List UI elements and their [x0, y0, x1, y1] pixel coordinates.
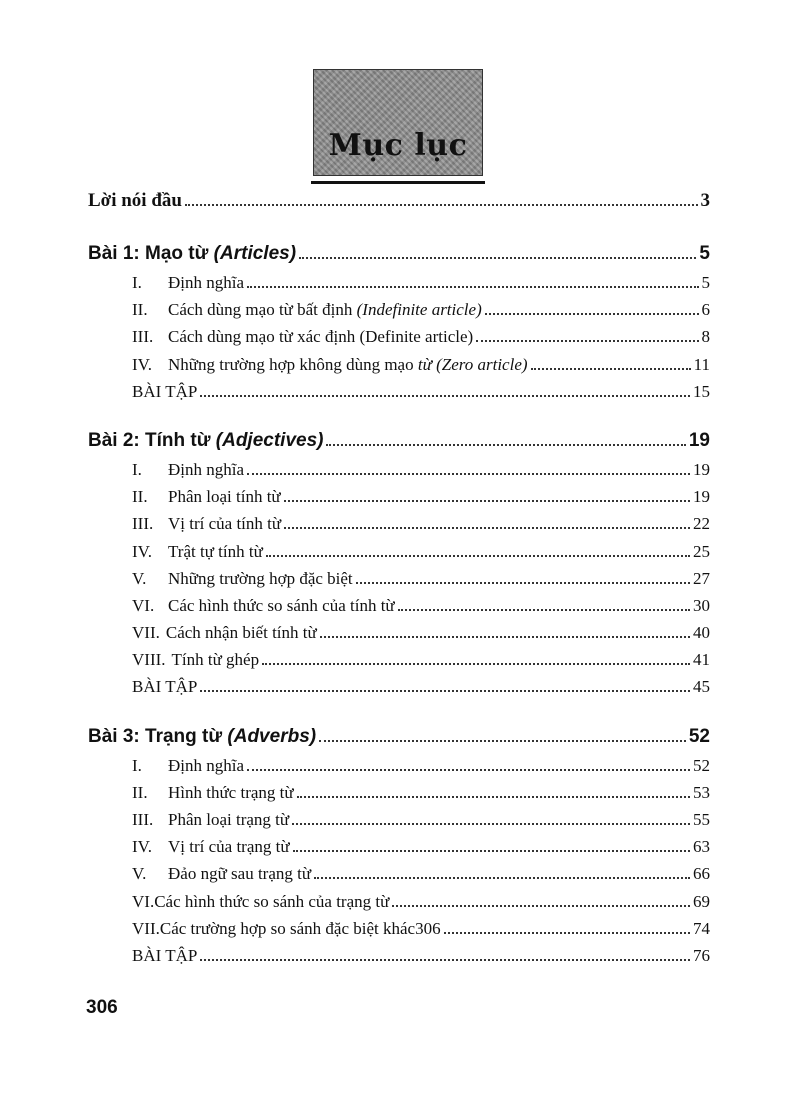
item-page: 6: [701, 300, 710, 320]
item-page: 74: [693, 918, 710, 938]
exercise-page: 15: [693, 381, 710, 401]
item-label: Phân loại trạng từ: [168, 810, 290, 829]
toc-item[interactable]: [88, 569, 710, 596]
item-number: V.: [132, 864, 147, 884]
dot-leader: [247, 286, 698, 288]
item-page: 25: [693, 541, 710, 561]
dot-leader: [485, 313, 699, 315]
dot-leader: [247, 769, 690, 771]
item-number: V.: [132, 568, 147, 588]
item-label: Tính từ ghép: [171, 650, 260, 670]
toc-item[interactable]: [88, 756, 710, 783]
toc-item[interactable]: [88, 810, 710, 837]
item-number: I.: [132, 755, 142, 775]
toc-item[interactable]: [88, 487, 710, 514]
toc-item[interactable]: [88, 355, 710, 382]
exercise-page: 76: [693, 945, 710, 965]
dot-leader: [314, 877, 690, 879]
dot-leader: [356, 582, 690, 584]
section-gap: [88, 705, 710, 726]
toc-item[interactable]: [88, 650, 710, 677]
item-label: Vị trí của trạng từ: [168, 837, 290, 857]
item-label: Trật tự tính từ: [168, 541, 263, 561]
item-number: IV.: [132, 354, 152, 374]
toc-item[interactable]: [88, 460, 710, 487]
item-number: III.: [132, 810, 154, 829]
item-number: VII.: [132, 623, 160, 643]
dot-leader: [185, 204, 698, 206]
dot-leader: [531, 368, 691, 370]
toc-chapter-3[interactable]: [88, 726, 710, 756]
toc-item[interactable]: [88, 542, 710, 569]
toc-exercise[interactable]: [88, 677, 710, 704]
item-page: 11: [693, 354, 710, 374]
toc-chapter-2[interactable]: [88, 430, 710, 460]
item-page: 8: [701, 327, 710, 347]
item-number: IV.: [132, 541, 152, 561]
item-label: Các hình thức so sánh của trạng từ: [154, 891, 390, 911]
toc-title: Mục lục: [328, 128, 468, 163]
item-number: II.: [132, 487, 148, 507]
item-number: II.: [132, 782, 148, 802]
item-page: 40: [693, 623, 710, 643]
toc-item[interactable]: [88, 596, 710, 623]
dot-leader: [284, 500, 690, 502]
dot-leader: [266, 555, 690, 557]
chapter-label: Bài 1: Mạo từ (Articles): [88, 243, 297, 264]
chapter-label: Bài 2: Tính từ (Adjectives): [88, 429, 324, 451]
dot-leader: [292, 823, 690, 825]
page-number: 306: [86, 997, 118, 1018]
item-number: I.: [132, 273, 142, 292]
dot-leader: [293, 850, 690, 852]
dot-leader: [297, 796, 690, 798]
item-label: Vị trí của tính từ: [168, 514, 282, 534]
toc-entry-label: Lời nói đầu: [88, 190, 182, 211]
dot-leader: [200, 959, 690, 961]
exercise-label: BÀI TẬP: [132, 381, 198, 401]
toc-entry-intro[interactable]: [88, 190, 710, 222]
toc-chapter-1[interactable]: [88, 243, 710, 273]
item-number: VI.: [132, 891, 155, 911]
dot-leader: [200, 395, 690, 397]
toc-item[interactable]: [88, 514, 710, 541]
item-label: Định nghĩa: [168, 459, 245, 479]
item-label: Đảo ngữ sau trạng từ: [168, 864, 312, 884]
toc-entry-page: 3: [700, 190, 710, 211]
item-label: Các hình thức so sánh của tính từ: [168, 595, 395, 615]
dot-leader: [320, 636, 690, 638]
item-label: Cách dùng mạo từ xác định (Definite article): [168, 327, 474, 347]
item-number: VII.: [132, 918, 160, 938]
chapter-label: Bài 3: Trạng từ (Adverbs): [88, 725, 317, 747]
item-label: Các trường hợp so sánh đặc biệt khác306: [159, 918, 441, 938]
toc-item[interactable]: [88, 300, 710, 327]
toc-item[interactable]: [88, 623, 710, 650]
item-page: 55: [693, 810, 710, 829]
toc-exercise[interactable]: [88, 382, 710, 409]
item-page: 53: [693, 782, 710, 802]
chapter-page: 19: [688, 429, 710, 451]
section-gap: [88, 222, 710, 243]
item-number: III.: [132, 327, 154, 347]
item-number: III.: [132, 514, 154, 534]
item-label: Định nghĩa: [168, 755, 245, 775]
dot-leader: [262, 663, 690, 665]
dot-leader: [392, 905, 690, 907]
exercise-label: BÀI TẬP: [132, 945, 198, 965]
toc-item[interactable]: [88, 273, 710, 300]
dot-leader: [444, 932, 690, 934]
item-label: Cách dùng mạo từ bất định (Indefinite article): [168, 300, 482, 320]
toc-item[interactable]: [88, 892, 710, 919]
chapter-page: 52: [688, 725, 710, 747]
item-page: 66: [693, 864, 710, 884]
exercise-page: 45: [693, 677, 710, 697]
table-of-contents: [88, 190, 710, 973]
dot-leader: [319, 740, 686, 742]
item-page: 41: [693, 650, 710, 670]
dot-leader: [398, 609, 690, 611]
chapter-page: 5: [699, 243, 710, 264]
dot-leader: [326, 444, 685, 446]
dot-leader: [476, 340, 698, 342]
toc-exercise[interactable]: [88, 946, 710, 973]
item-label: Những trường hợp đặc biệt: [168, 568, 353, 588]
dot-leader: [299, 257, 696, 259]
item-page: 22: [693, 514, 710, 534]
item-page: 52: [693, 755, 710, 775]
toc-item[interactable]: [88, 837, 710, 864]
item-label: Định nghĩa: [168, 273, 245, 292]
item-page: 19: [693, 459, 710, 479]
toc-title-box: [313, 69, 483, 176]
item-label: Cách nhận biết tính từ: [165, 623, 317, 643]
item-number: II.: [132, 300, 148, 320]
item-number: I.: [132, 459, 142, 479]
toc-item[interactable]: [88, 327, 710, 354]
item-number: IV.: [132, 837, 152, 857]
item-number: VI.: [132, 595, 155, 615]
section-gap: [88, 409, 710, 430]
item-page: 30: [693, 595, 710, 615]
toc-item[interactable]: [88, 783, 710, 810]
item-label: Những trường hợp không dùng mạo từ (Zero article): [168, 354, 528, 374]
dot-leader: [200, 690, 690, 692]
item-page: 27: [693, 568, 710, 588]
item-label: Phân loại tính từ: [168, 487, 281, 507]
item-page: 19: [693, 487, 710, 507]
dot-leader: [284, 527, 690, 529]
title-underline: [311, 181, 485, 184]
toc-item[interactable]: [88, 864, 710, 891]
item-number: VIII.: [132, 650, 166, 670]
dot-leader: [247, 473, 690, 475]
item-page: 63: [693, 837, 710, 857]
toc-item[interactable]: [88, 919, 710, 946]
item-page: 69: [693, 891, 710, 911]
item-page: 5: [701, 273, 710, 292]
exercise-label: BÀI TẬP: [132, 677, 198, 697]
item-label: Hình thức trạng từ: [168, 782, 294, 802]
